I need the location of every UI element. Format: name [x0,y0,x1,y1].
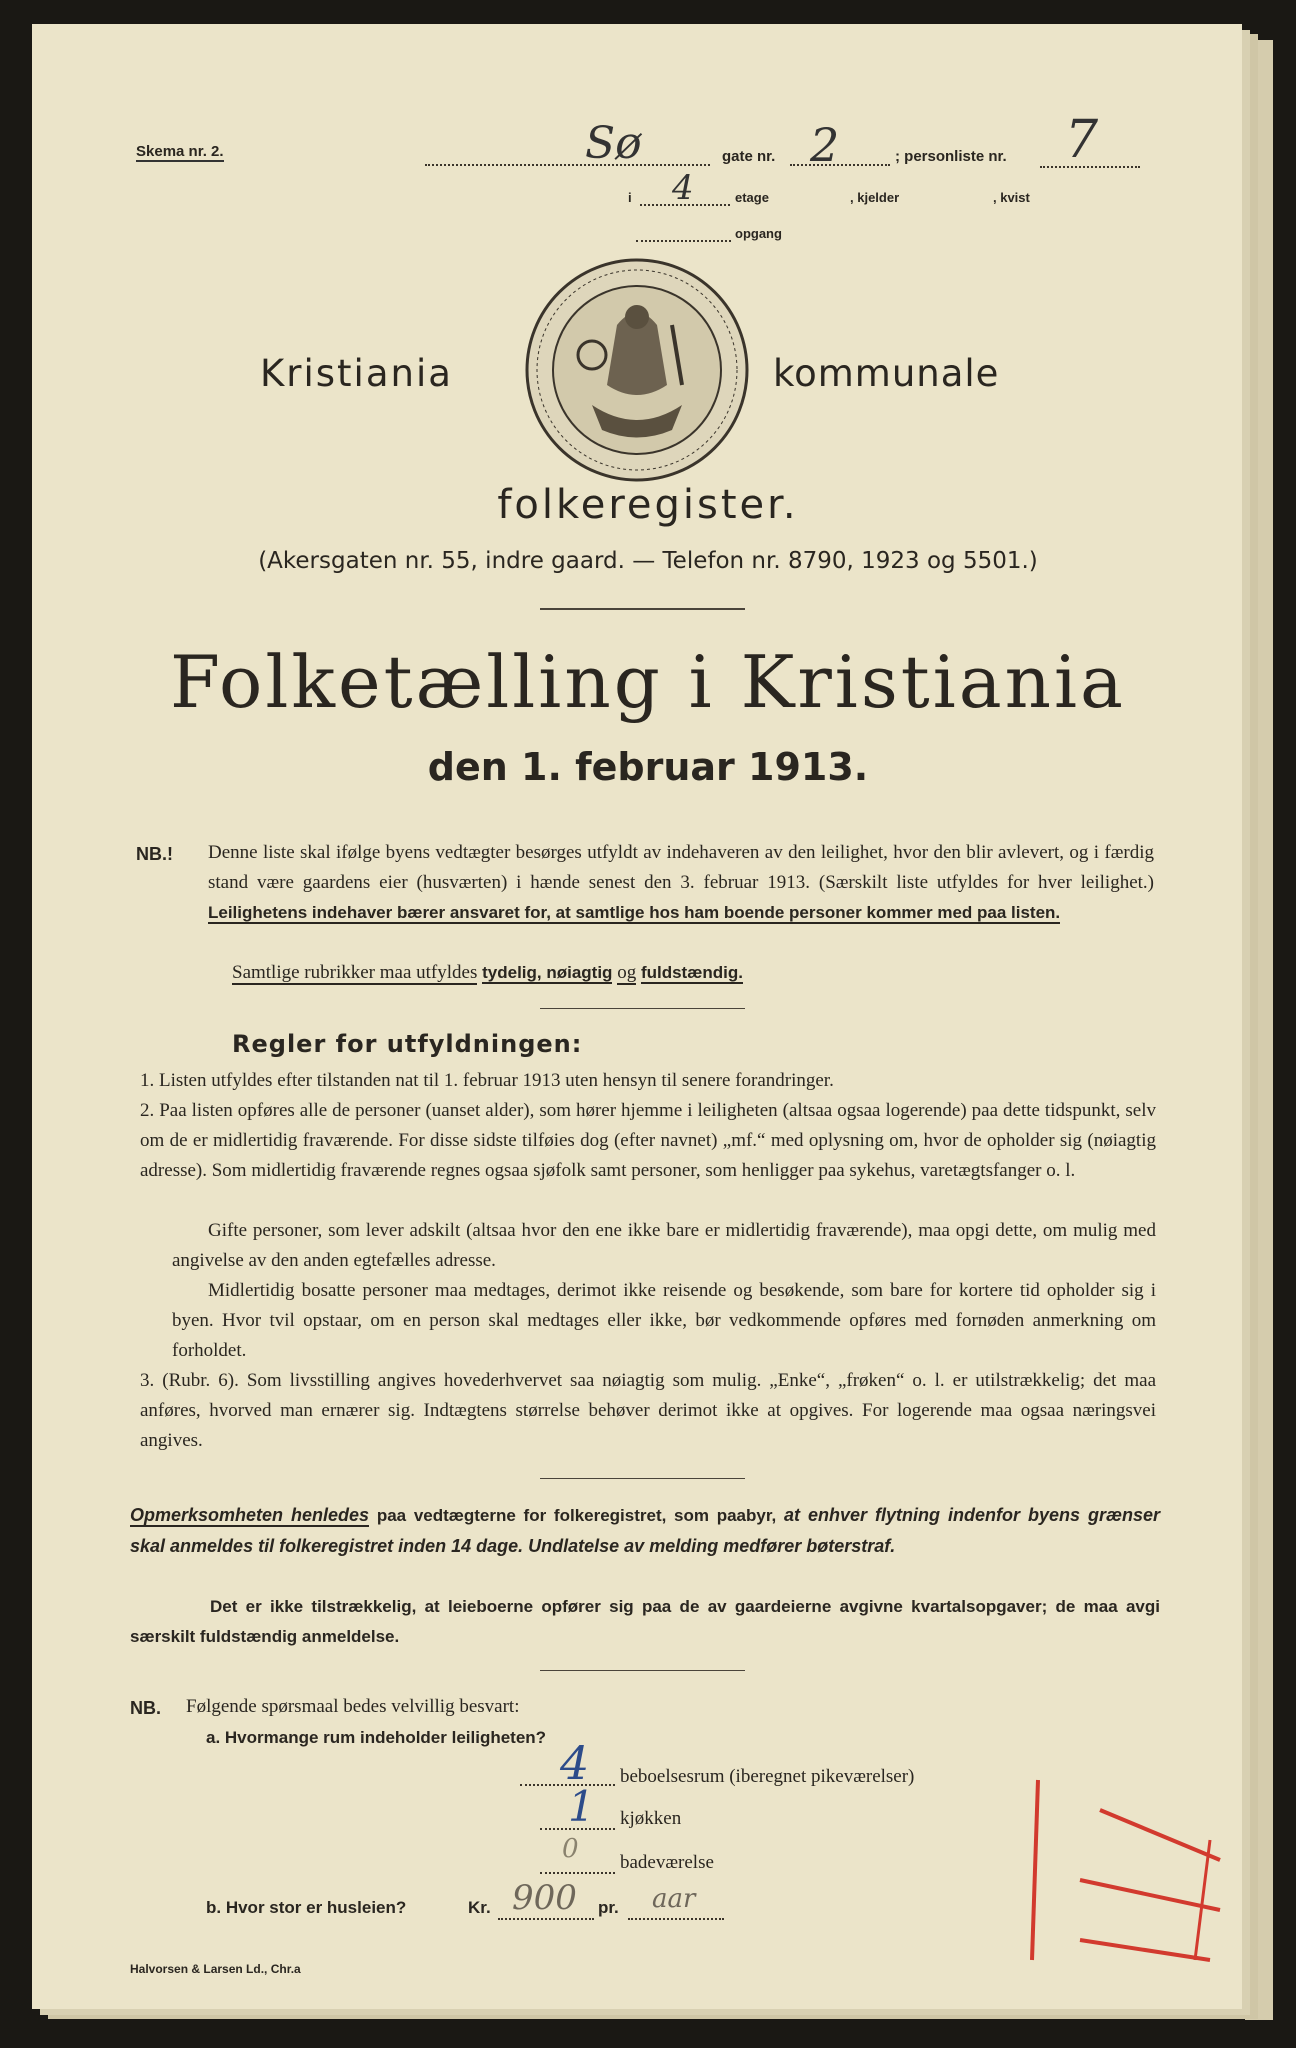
nb-responsibility: Leilighetens indehaver bærer ansvaret for, at samtlige hos ham boende personer kommer med paa listen. [208,903,1061,922]
office-right: kommunale [773,352,1000,395]
bath-line [540,1872,615,1874]
notice-underlined: Opmerksomheten henledes [130,1505,370,1525]
etage-value: 4 [672,168,694,208]
question-a: a. Hvormange rum indeholder leiligheten? [206,1728,547,1747]
rooms-value: 4 [560,1736,590,1790]
gate-nr-value: 2 [810,118,840,172]
nb-text: Denne liste skal ifølge byens vedtægter besørges utfyldt av indehaveren av den leilighet, hvor den blir avlevert, og i færdig stand være gaardens eier (husværten) i hænde senest den 3. februar 1913. (Særskilt liste utfyldes for hver leilighet.) [208,842,1154,893]
printer-credit: Halvorsen & Larsen Ld., Chr.a [130,1962,301,1976]
kvist-label: , kvist [993,190,1030,205]
rule-3: 3. (Rubr. 6). Som livsstilling angives hovederhvervet saa nøiagtig som mulig. „Enke“, „frøken“ o. l. er utilstrækkelig; det maa anføres, hvorved man ernærer sig. Indtægtens størrelse behøver derimot ikke at opgives. For logerende maa ogsaa næringsvei angives. [140,1370,1156,1451]
question-b: b. Hvor stor er husleien? [206,1898,407,1917]
rule-2: 2. Paa listen opføres alle de personer (uanset alder), som hører hjemme i leiligheten (altsaa ogsaa logerende) paa dette tidspunkt, selv om de er midlertidig fraværende. For disse sidste tilføies dog (efter navnet) „mf.“ med oplysning om, hvor de opholder sig (nøiagtig adresse). Som midlertidig fraværende regnes ogsaa sjøfolk samt personer, som henligger paa sykehus, varetægtsfanger o. l. [140,1100,1156,1181]
nb-line2 [232,958,1152,988]
nb-paragraph [208,838,1154,928]
divider [540,1478,745,1479]
bath-value: 0 [562,1834,579,1864]
kristiania-seal-icon [522,255,752,485]
rent-line [498,1918,594,1920]
notice-paragraph [130,1500,1160,1562]
notice-italic: at enhver flytning indenfor byens grænser skal anmeldes til folkeregistret inden 14 dage. Undlatelse av melding medfører bøterstraf. [130,1505,1161,1556]
divider [540,1008,745,1009]
divider [540,1670,745,1671]
kr-label: Kr. [468,1898,491,1917]
rule-1: 1. Listen utfyldes efter tilstanden nat til 1. februar 1913 uten hensyn til senere forandringer. [140,1070,834,1091]
page-edge [1245,40,1273,2020]
office-name: folkeregister. [497,482,799,528]
gate-nr-line [790,164,890,166]
questions-intro: Følgende spørsmaal bedes velvillig besvart: [186,1696,520,1717]
questions-nb: NB. [130,1698,161,1718]
opgang-line [636,240,731,242]
rule-2-temporary: Midlertidig bosatte personer maa medtages, derimot ikke reisende og besøkende, som bare for kortere tid opholder sig i byen. Hvor tvil opstaar, om en person skal medtages eller ikke, bør vedkommende opføres med fornøden anmerkning om forholdet. [172,1280,1156,1361]
nb-line2a: Samtlige rubrikker maa utfyldes [232,962,478,983]
per-value: aar [652,1884,696,1914]
nb-line2b: tydelig, nøiagtig [482,963,613,982]
notice-second: Det er ikke tilstrækkelig, at leieboerne opfører sig paa de av gaardeierne avgivne kvartalsopgaver; de maa avgi særskilt fuldstændig anmeldelse. [130,1597,1160,1646]
gate-nr-label: gate nr. [722,148,776,165]
nb-line2c: og [617,962,637,983]
per-line [628,1918,724,1920]
kjelder-label: , kjelder [850,190,900,205]
divider [540,608,745,610]
office-address: (Akersgaten nr. 55, indre gaard. — Telefon nr. 8790, 1923 og 5501.) [258,548,1038,574]
bath-label: badeværelse [620,1852,714,1873]
street-handwritten: Sø [585,118,642,169]
kitchen-value: 1 [568,1782,595,1831]
rules-heading: Regler for utfyldningen: [232,1030,583,1058]
i-label: i [628,190,632,205]
opgang-label: opgang [735,226,782,241]
main-title: Folketælling i Kristiania [170,640,1126,724]
rule-2-married: Gifte personer, som lever adskilt (altsaa hvor den ene ikke bare er midlertidig fraværende), maa opgi dette, om mulig med angivelse av den anden egtefælles adresse. [172,1220,1156,1271]
notice-text: paa vedtægterne for folkeregistret, som paabyr, [376,1506,777,1525]
personliste-label: ; personliste nr. [895,148,1007,165]
nb-line2d: fuldstændig. [640,963,743,982]
census-date: den 1. februar 1913. [427,745,869,789]
nb-label: NB.! [136,844,173,864]
pr-label: pr. [598,1898,619,1917]
personliste-value: 7 [1065,110,1099,170]
red-tally-marks-icon [1020,1760,1240,1990]
kitchen-label: kjøkken [620,1808,682,1829]
rent-value: 900 [512,1878,577,1918]
etage-label: etage [735,190,769,205]
street-field-line [425,164,710,166]
office-left: Kristiania [260,352,453,395]
skema-label: Skema nr. 2. [136,143,224,160]
rooms-label: beboelsesrum (iberegnet pikeværelser) [620,1766,915,1787]
